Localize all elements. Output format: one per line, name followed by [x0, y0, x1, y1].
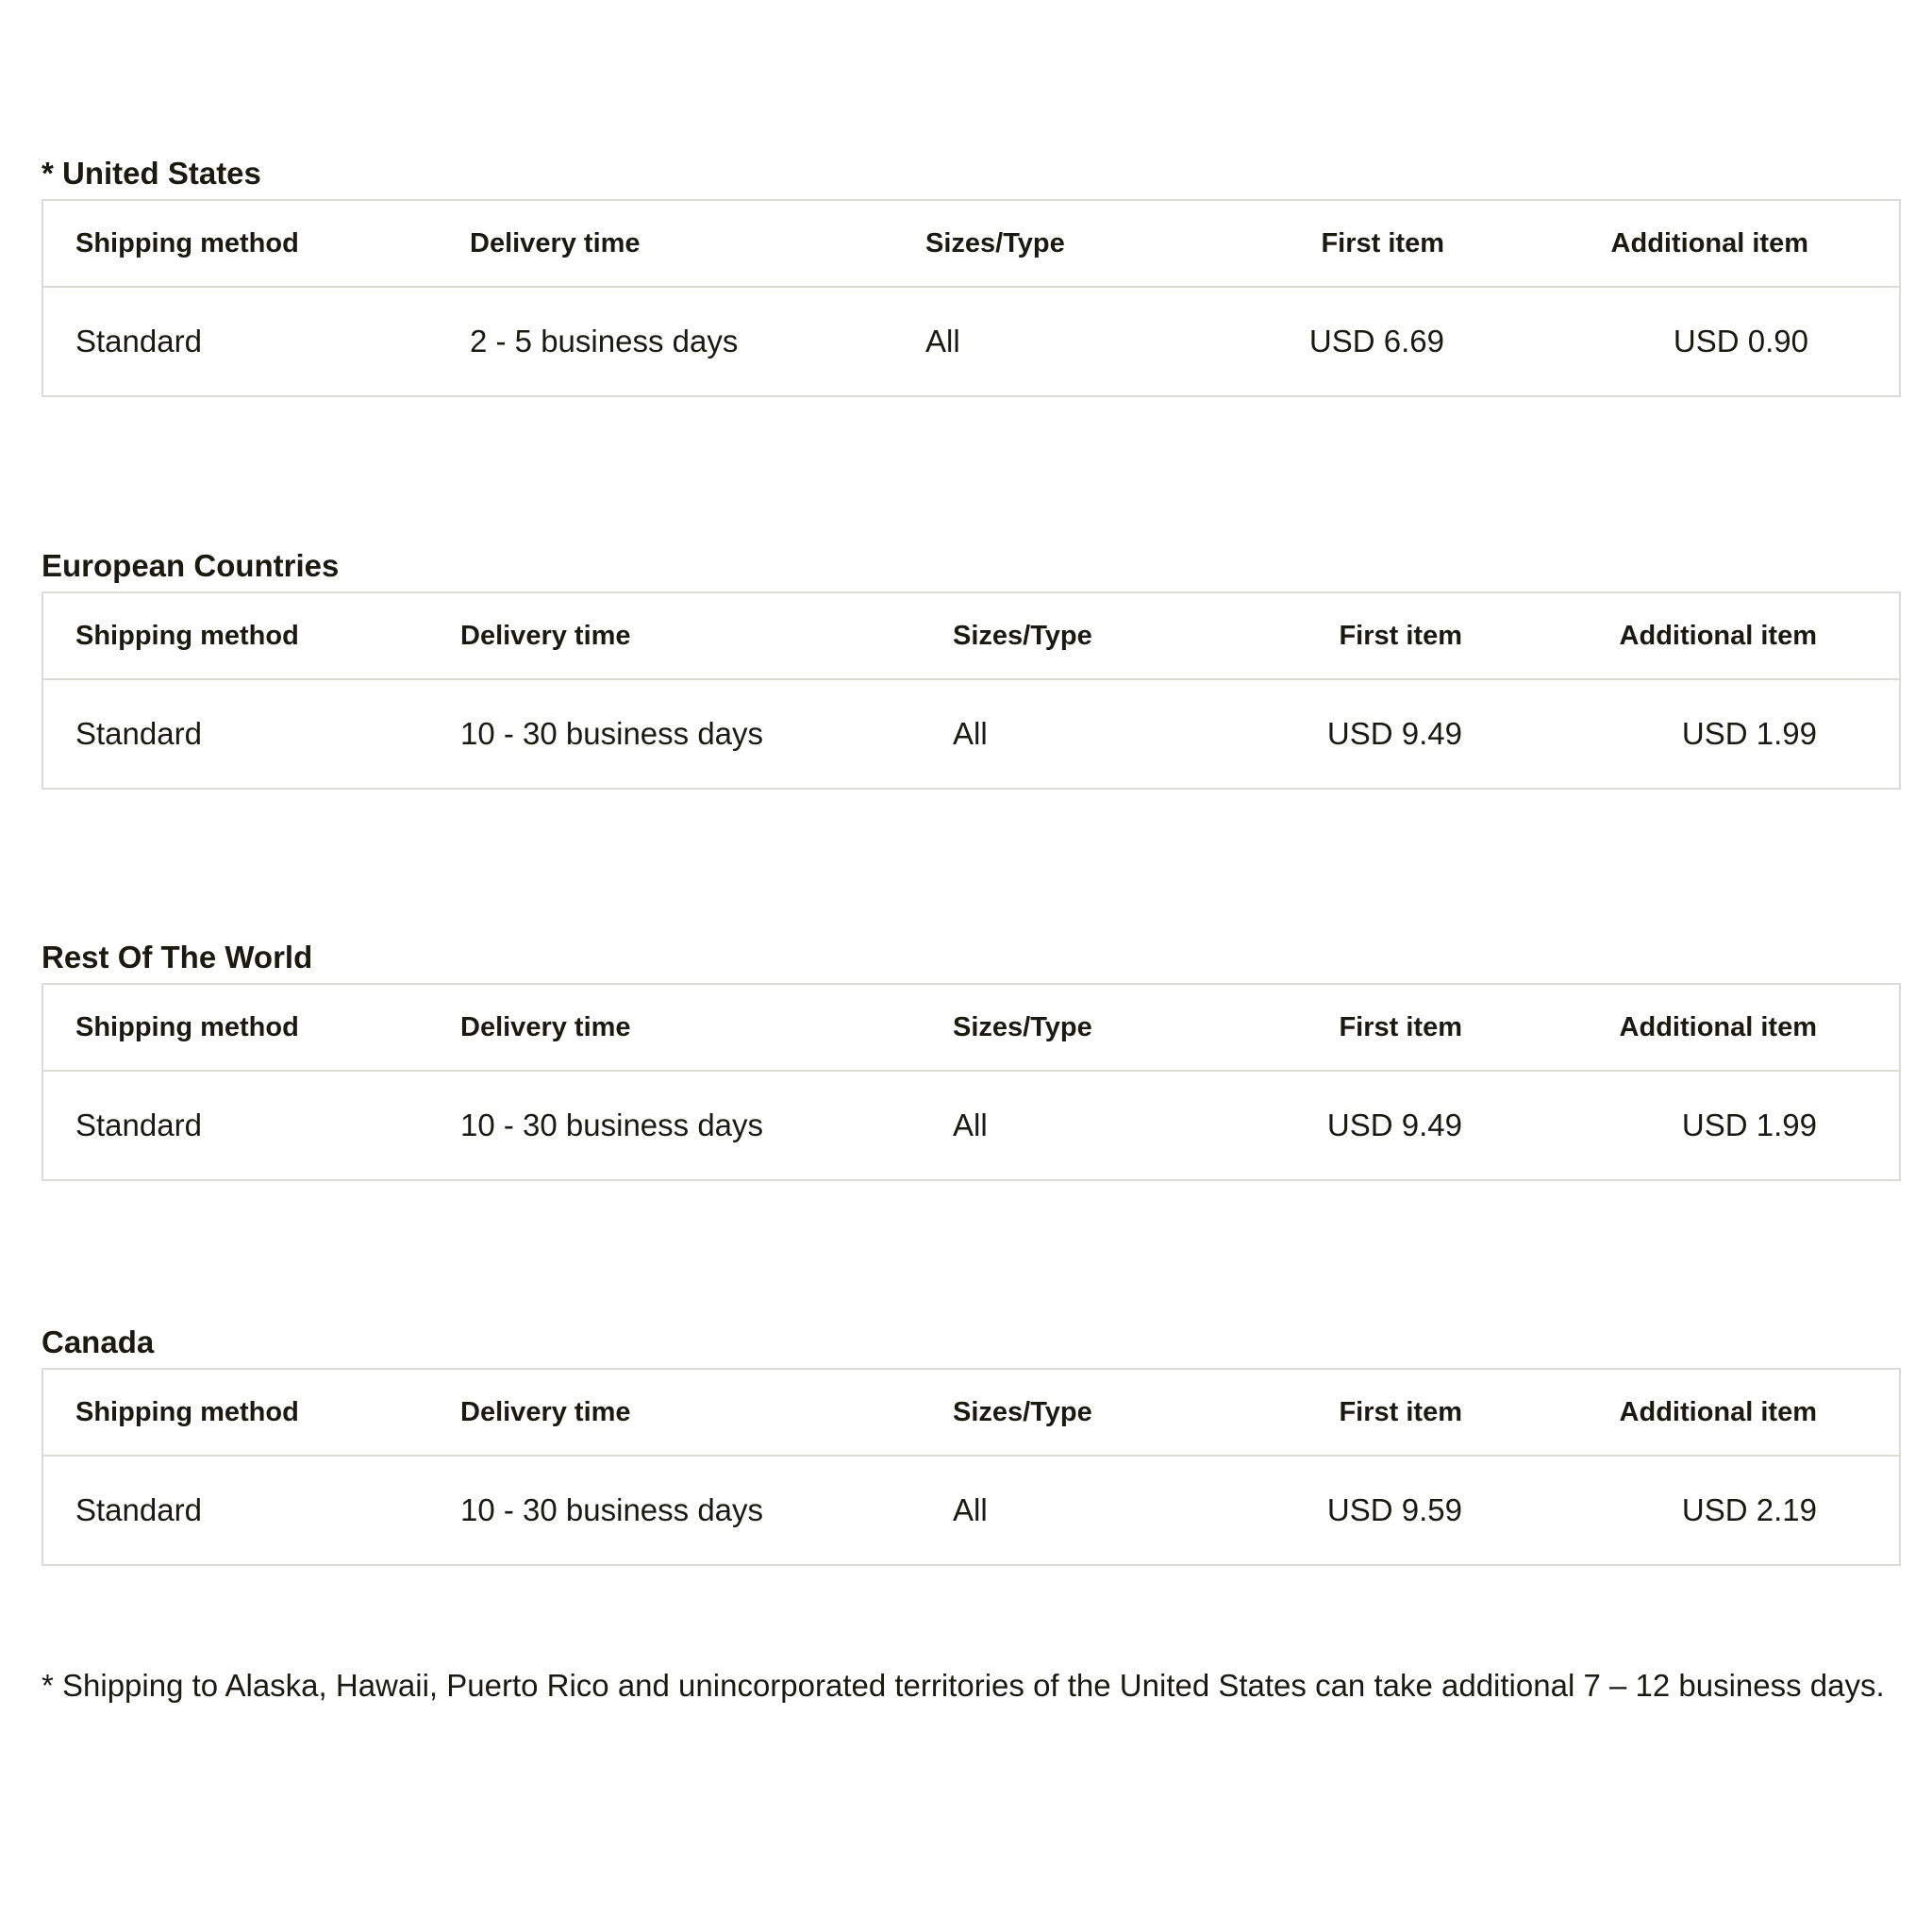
column-header-sizes-type: Sizes/Type	[953, 592, 1193, 679]
column-header-shipping-method: Shipping method	[75, 592, 460, 679]
region-title: * United States	[42, 156, 261, 191]
shipping-method-cell: Standard	[75, 716, 202, 751]
region-title: Rest Of The World	[42, 940, 313, 974]
region-canada	[42, 1323, 1901, 1566]
shipping-rates-table	[42, 1368, 1901, 1566]
shipping-rates-table	[42, 983, 1901, 1181]
column-header-additional-item: Additional item	[1462, 984, 1817, 1071]
column-header-first-item: First item	[1193, 592, 1462, 679]
delivery-time-cell: 10 - 30 business days	[460, 1108, 764, 1142]
region-european-countries	[42, 546, 1901, 790]
first-item-price-cell: USD 9.49	[1326, 716, 1462, 751]
column-header-first-item: First item	[1161, 200, 1444, 287]
column-header-additional-item: Additional item	[1462, 1369, 1817, 1456]
column-header-sizes-type: Sizes/Type	[953, 984, 1193, 1071]
additional-item-price-cell: USD 1.99	[1681, 1108, 1817, 1142]
delivery-time-cell: 10 - 30 business days	[460, 716, 764, 751]
table-row	[42, 287, 1900, 396]
delivery-time-cell: 10 - 30 business days	[460, 1492, 764, 1527]
first-item-price-cell: USD 9.49	[1326, 1108, 1462, 1142]
region-title: Canada	[42, 1324, 155, 1359]
table-header-row	[42, 592, 1900, 679]
sizes-type-cell: All	[953, 1492, 988, 1527]
column-header-delivery-time: Delivery time	[470, 200, 925, 287]
shipping-method-cell: Standard	[75, 1492, 202, 1527]
shipping-rates-table	[42, 199, 1901, 397]
shipping-footnote: * Shipping to Alaska, Hawaii, Puerto Rico and unincorporated territories of the United States can take additional 7 – 12 business days.	[42, 1668, 1885, 1703]
additional-item-price-cell: USD 1.99	[1681, 716, 1817, 751]
column-header-delivery-time: Delivery time	[460, 592, 953, 679]
column-header-shipping-method: Shipping method	[75, 200, 470, 287]
first-item-price-cell: USD 6.69	[1308, 324, 1444, 358]
additional-item-price-cell: USD 0.90	[1673, 324, 1808, 358]
delivery-time-cell: 2 - 5 business days	[470, 324, 739, 358]
first-item-price-cell: USD 9.59	[1326, 1492, 1462, 1527]
region-rest-of-the-world	[42, 938, 1901, 1181]
column-header-shipping-method: Shipping method	[75, 1369, 460, 1456]
column-header-first-item: First item	[1193, 984, 1462, 1071]
region-title: European Countries	[42, 548, 340, 583]
shipping-rates-table	[42, 591, 1901, 790]
sizes-type-cell: All	[953, 1108, 988, 1142]
shipping-method-cell: Standard	[75, 324, 202, 358]
additional-item-price-cell: USD 2.19	[1681, 1492, 1817, 1527]
column-header-additional-item: Additional item	[1444, 200, 1808, 287]
column-header-delivery-time: Delivery time	[460, 984, 953, 1071]
column-header-first-item: First item	[1193, 1369, 1462, 1456]
column-header-delivery-time: Delivery time	[460, 1369, 953, 1456]
table-row	[42, 1071, 1900, 1180]
table-row	[42, 679, 1900, 789]
column-header-sizes-type: Sizes/Type	[925, 200, 1161, 287]
table-header-row	[42, 984, 1900, 1071]
region-united-states	[42, 154, 1901, 397]
column-header-shipping-method: Shipping method	[75, 984, 460, 1071]
column-header-additional-item: Additional item	[1462, 592, 1817, 679]
sizes-type-cell: All	[925, 324, 960, 358]
column-header-sizes-type: Sizes/Type	[953, 1369, 1193, 1456]
table-header-row	[42, 200, 1900, 287]
sizes-type-cell: All	[953, 716, 988, 751]
table-header-row	[42, 1369, 1900, 1456]
table-row	[42, 1456, 1900, 1565]
shipping-method-cell: Standard	[75, 1108, 202, 1142]
